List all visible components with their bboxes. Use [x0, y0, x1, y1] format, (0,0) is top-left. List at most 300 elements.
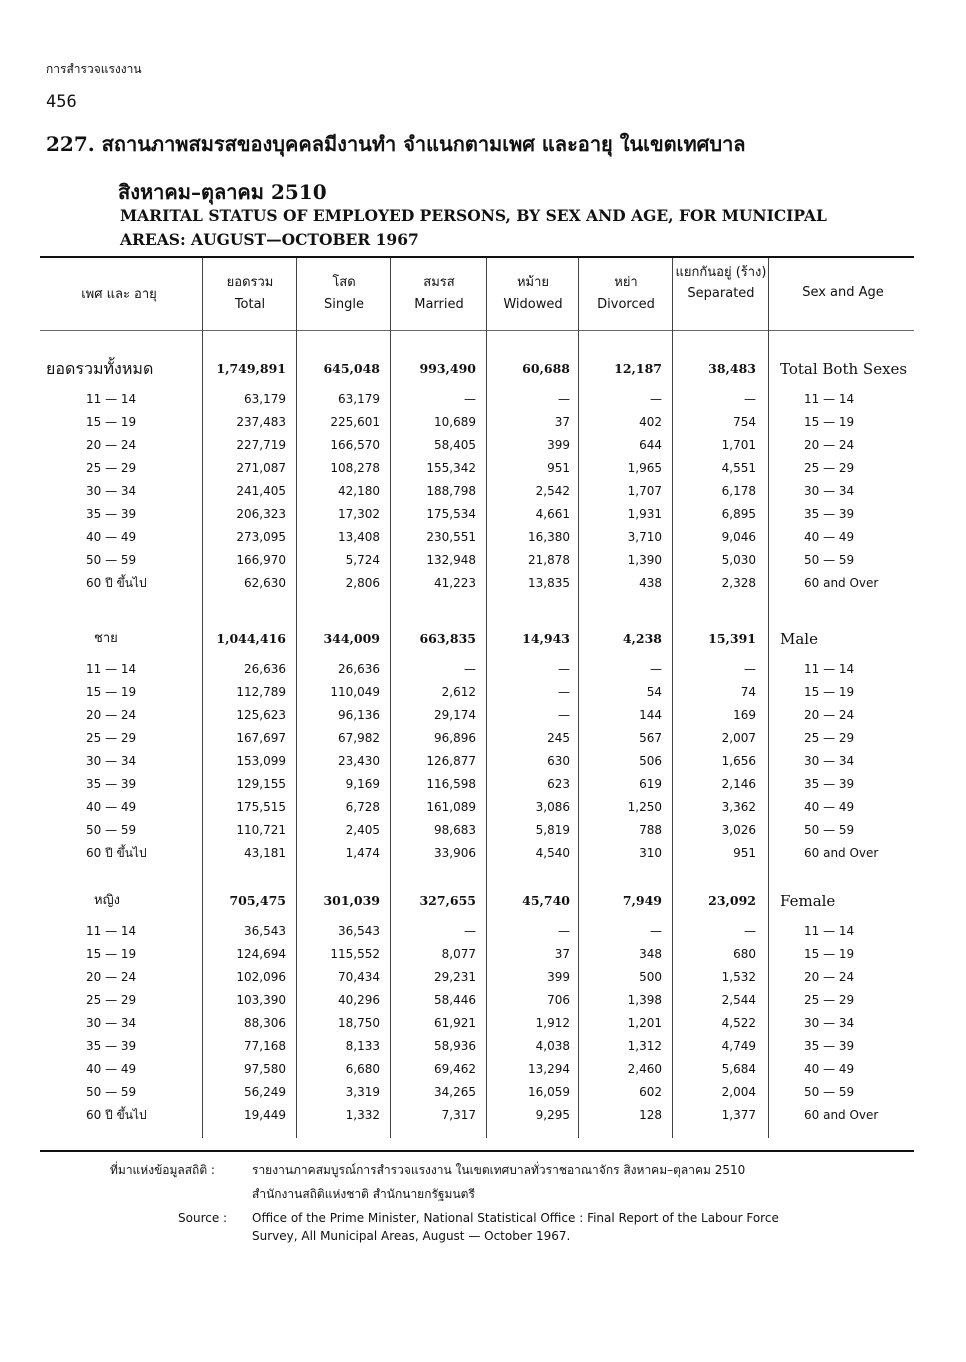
cell-value: 1,707	[627, 484, 662, 498]
table-row	[0, 920, 966, 942]
cell-value: 124,694	[236, 947, 286, 961]
row-age-thai: 15 — 19	[86, 415, 137, 429]
cell-value: 1,250	[627, 800, 662, 814]
row-age-en: 11 — 14	[804, 392, 855, 406]
cell-value: 2,004	[721, 1085, 756, 1099]
cell-value: 88,306	[244, 1016, 286, 1030]
cell-value: 2,806	[345, 576, 380, 590]
cell-value: 3,026	[721, 823, 756, 837]
cell-value: 96,896	[434, 731, 476, 745]
header-married	[392, 272, 486, 316]
header-widowed-thai: หม้าย	[516, 275, 550, 290]
cell-value: 1,474	[345, 846, 380, 860]
row-age-thai: 25 — 29	[86, 993, 137, 1007]
cell-value: 10,689	[434, 415, 476, 429]
row-label-thai: หญิง	[94, 893, 120, 908]
cell-value: 4,749	[721, 1039, 756, 1053]
row-age-en: 20 — 24	[804, 970, 855, 984]
cell-value: —	[650, 924, 662, 938]
cell-value: 69,462	[434, 1062, 476, 1076]
cell-value: 36,543	[244, 924, 286, 938]
cell-value: 13,294	[528, 1062, 570, 1076]
row-age-thai: 11 — 14	[86, 662, 137, 676]
cell-value: 241,405	[236, 484, 286, 498]
cell-value: 41,223	[434, 576, 476, 590]
cell-value: —	[650, 392, 662, 406]
cell-value: 2,542	[535, 484, 570, 498]
cell-value: 663,835	[419, 631, 476, 646]
cell-value: 1,201	[627, 1016, 662, 1030]
header-thai-age: เพศ และ อายุ	[81, 287, 157, 302]
table-row	[0, 989, 966, 1011]
table-row	[0, 796, 966, 818]
cell-value: 37	[554, 947, 570, 961]
cell-value: 706	[547, 993, 570, 1007]
cell-value: 16,380	[528, 530, 570, 544]
cell-value: 245	[547, 731, 570, 745]
table-row	[0, 842, 966, 864]
table-row	[0, 572, 966, 594]
cell-value: 2,007	[721, 731, 756, 745]
row-age-en: 30 — 34	[804, 484, 855, 498]
cell-value: 4,551	[721, 461, 756, 475]
row-age-thai: 40 — 49	[86, 530, 137, 544]
table-row	[0, 704, 966, 726]
row-age-thai: 40 — 49	[86, 1062, 137, 1076]
header-married-en: Married	[414, 297, 464, 312]
cell-value: 644	[639, 438, 662, 452]
cell-value: 74	[740, 685, 756, 699]
cell-value: 132,948	[426, 553, 476, 567]
header-separated-thai: แยกกันอยู่ (ร้าง)	[675, 265, 767, 280]
cell-value: 13,835	[528, 576, 570, 590]
cell-value: 155,342	[426, 461, 476, 475]
row-age-thai: 20 — 24	[86, 708, 137, 722]
cell-value: 166,970	[236, 553, 286, 567]
cell-value: 70,434	[338, 970, 380, 984]
table-row	[0, 457, 966, 479]
cell-value: 125,623	[236, 708, 286, 722]
cell-value: 77,168	[244, 1039, 286, 1053]
cell-value: 26,636	[244, 662, 286, 676]
header-single	[298, 272, 390, 316]
cell-value: 1,312	[627, 1039, 662, 1053]
cell-value: 18,750	[338, 1016, 380, 1030]
cell-value: 62,630	[244, 576, 286, 590]
row-age-en: 11 — 14	[804, 662, 855, 676]
cell-value: 115,552	[330, 947, 380, 961]
row-age-thai: 30 — 34	[86, 1016, 137, 1030]
section-total-row	[0, 358, 966, 380]
cell-value: 2,405	[345, 823, 380, 837]
cell-value: 14,943	[522, 631, 570, 646]
cell-value: —	[744, 662, 756, 676]
cell-value: 2,544	[721, 993, 756, 1007]
cell-value: 506	[639, 754, 662, 768]
cell-value: 6,178	[721, 484, 756, 498]
source-en-label: Source :	[178, 1211, 228, 1225]
row-age-thai: 20 — 24	[86, 970, 137, 984]
row-age-thai: 30 — 34	[86, 754, 137, 768]
cell-value: 38,483	[708, 361, 756, 376]
cell-value: 951	[547, 461, 570, 475]
row-age-thai: 35 — 39	[86, 507, 137, 521]
cell-value: 29,231	[434, 970, 476, 984]
cell-value: 102,096	[236, 970, 286, 984]
cell-value: 9,046	[721, 530, 756, 544]
table-title-thai-date: สิงหาคม–ตุลาคม 2510	[118, 180, 327, 204]
cell-value: 3,319	[345, 1085, 380, 1099]
cell-value: 15,391	[708, 631, 756, 646]
header-married-thai: สมรส	[423, 275, 455, 290]
cell-value: 144	[639, 708, 662, 722]
table-title-english-line1: MARITAL STATUS OF EMPLOYED PERSONS, BY SEX AND AGE, FOR MUNICIPAL	[120, 206, 827, 225]
cell-value: 6,895	[721, 507, 756, 521]
cell-value: 13,408	[338, 530, 380, 544]
cell-value: 271,087	[236, 461, 286, 475]
header-divorced-thai: หย่า	[614, 275, 638, 290]
row-age-en: 25 — 29	[804, 461, 855, 475]
row-age-thai: 25 — 29	[86, 731, 137, 745]
cell-value: 110,049	[330, 685, 380, 699]
cell-value: —	[464, 392, 476, 406]
row-age-en: 25 — 29	[804, 993, 855, 1007]
cell-value: 4,522	[721, 1016, 756, 1030]
cell-value: 630	[547, 754, 570, 768]
cell-value: 227,719	[236, 438, 286, 452]
cell-value: 37	[554, 415, 570, 429]
cell-value: 1,377	[721, 1108, 756, 1122]
cell-value: 161,089	[426, 800, 476, 814]
cell-value: 29,174	[434, 708, 476, 722]
cell-value: 1,332	[345, 1108, 380, 1122]
row-label-en: Female	[780, 892, 836, 910]
table-row	[0, 503, 966, 525]
cell-value: 54	[646, 685, 662, 699]
cell-value: 1,656	[721, 754, 756, 768]
row-age-thai: 60 ปี ขึ้นไป	[86, 846, 147, 860]
row-age-en: 20 — 24	[804, 708, 855, 722]
cell-value: 705,475	[229, 893, 286, 908]
cell-value: 58,446	[434, 993, 476, 1007]
cell-value: 206,323	[236, 507, 286, 521]
row-age-en: 35 — 39	[804, 1039, 855, 1053]
cell-value: 167,697	[236, 731, 286, 745]
table-row	[0, 1081, 966, 1103]
cell-value: 567	[639, 731, 662, 745]
cell-value: 110,721	[236, 823, 286, 837]
cell-value: 12,187	[614, 361, 662, 376]
row-age-en: 40 — 49	[804, 1062, 855, 1076]
table-bottom-rule	[40, 1150, 914, 1152]
cell-value: 126,877	[426, 754, 476, 768]
cell-value: 40,296	[338, 993, 380, 1007]
cell-value: 17,302	[338, 507, 380, 521]
header-single-en: Single	[324, 297, 364, 312]
cell-value: 116,598	[426, 777, 476, 791]
row-age-thai: 35 — 39	[86, 777, 137, 791]
cell-value: 166,570	[330, 438, 380, 452]
row-age-en: 50 — 59	[804, 823, 855, 837]
cell-value: 619	[639, 777, 662, 791]
table-row	[0, 411, 966, 433]
row-age-thai: 50 — 59	[86, 823, 137, 837]
table-row	[0, 773, 966, 795]
cell-value: —	[558, 924, 570, 938]
row-age-en: 40 — 49	[804, 800, 855, 814]
row-age-en: 50 — 59	[804, 553, 855, 567]
cell-value: —	[558, 685, 570, 699]
header-total	[204, 272, 296, 316]
cell-value: 103,390	[236, 993, 286, 1007]
cell-value: 129,155	[236, 777, 286, 791]
row-age-en: 15 — 19	[804, 685, 855, 699]
cell-value: 97,580	[244, 1062, 286, 1076]
cell-value: 63,179	[338, 392, 380, 406]
table-row	[0, 1104, 966, 1126]
row-age-en: 11 — 14	[804, 924, 855, 938]
cell-value: 108,278	[330, 461, 380, 475]
source-en-line1: Office of the Prime Minister, National Statistical Office : Final Report of the Labour Force	[252, 1211, 779, 1225]
cell-value: 4,238	[622, 631, 662, 646]
cell-value: —	[464, 662, 476, 676]
table-row	[0, 549, 966, 571]
table-top-rule	[40, 256, 914, 258]
cell-value: 4,661	[535, 507, 570, 521]
cell-value: 45,740	[522, 893, 570, 908]
cell-value: 623	[547, 777, 570, 791]
cell-value: 1,912	[535, 1016, 570, 1030]
table-title-english-line2: AREAS: AUGUST—OCTOBER 1967	[120, 230, 419, 249]
row-age-thai: 20 — 24	[86, 438, 137, 452]
row-age-thai: 50 — 59	[86, 553, 137, 567]
row-age-thai: 60 ปี ขึ้นไป	[86, 576, 147, 590]
table-row	[0, 388, 966, 410]
cell-value: 754	[733, 415, 756, 429]
cell-value: —	[558, 662, 570, 676]
cell-value: 36,543	[338, 924, 380, 938]
header-divorced-en: Divorced	[597, 297, 655, 312]
cell-value: 993,490	[419, 361, 476, 376]
row-age-en: 60 and Over	[804, 846, 879, 860]
cell-value: 112,789	[236, 685, 286, 699]
cell-value: 2,328	[721, 576, 756, 590]
cell-value: 58,936	[434, 1039, 476, 1053]
cell-value: 788	[639, 823, 662, 837]
cell-value: —	[744, 924, 756, 938]
cell-value: 6,728	[345, 800, 380, 814]
cell-value: 1,532	[721, 970, 756, 984]
cell-value: 5,030	[721, 553, 756, 567]
header-single-thai: โสด	[332, 275, 356, 290]
header-total-en: Total	[234, 297, 266, 312]
table-row	[0, 681, 966, 703]
cell-value: 230,551	[426, 530, 476, 544]
cell-value: 58,405	[434, 438, 476, 452]
row-age-en: 40 — 49	[804, 530, 855, 544]
cell-value: 42,180	[338, 484, 380, 498]
cell-value: 26,636	[338, 662, 380, 676]
cell-value: 63,179	[244, 392, 286, 406]
cell-value: 169	[733, 708, 756, 722]
cell-value: 175,534	[426, 507, 476, 521]
cell-value: 60,688	[522, 361, 570, 376]
cell-value: 5,724	[345, 553, 380, 567]
row-age-en: 20 — 24	[804, 438, 855, 452]
cell-value: 7,949	[622, 893, 662, 908]
row-age-thai: 60 ปี ขึ้นไป	[86, 1108, 147, 1122]
row-age-en: 60 and Over	[804, 576, 879, 590]
cell-value: 225,601	[330, 415, 380, 429]
table-row	[0, 1012, 966, 1034]
cell-value: 2,460	[627, 1062, 662, 1076]
row-age-en: 25 — 29	[804, 731, 855, 745]
cell-value: 1,965	[627, 461, 662, 475]
cell-value: 602	[639, 1085, 662, 1099]
cell-value: 680	[733, 947, 756, 961]
cell-value: —	[464, 924, 476, 938]
header-total-thai: ยอดรวม	[226, 275, 274, 290]
cell-value: 34,265	[434, 1085, 476, 1099]
cell-value: 273,095	[236, 530, 286, 544]
cell-value: 301,039	[323, 893, 380, 908]
row-age-thai: 40 — 49	[86, 800, 137, 814]
row-label-thai: ชาย	[94, 631, 118, 646]
table-title-english	[120, 204, 827, 252]
source-thai-line2: สำนักงานสถิติแห่งชาติ สำนักนายกรัฐมนตรี	[252, 1187, 475, 1201]
cell-value: —	[744, 392, 756, 406]
row-age-thai: 15 — 19	[86, 947, 137, 961]
header-rule	[40, 330, 914, 331]
table-row	[0, 434, 966, 456]
row-age-en: 50 — 59	[804, 1085, 855, 1099]
cell-value: 348	[639, 947, 662, 961]
cell-value: 2,146	[721, 777, 756, 791]
cell-value: 4,540	[535, 846, 570, 860]
row-age-thai: 30 — 34	[86, 484, 137, 498]
table-row	[0, 750, 966, 772]
cell-value: 61,921	[434, 1016, 476, 1030]
cell-value: 33,906	[434, 846, 476, 860]
page-number: 456	[46, 92, 77, 112]
header-widowed	[488, 272, 578, 316]
cell-value: —	[558, 708, 570, 722]
cell-value: 2,612	[441, 685, 476, 699]
cell-value: 98,683	[434, 823, 476, 837]
row-label-en: Male	[780, 630, 818, 648]
cell-value: 1,044,416	[216, 631, 286, 646]
row-age-thai: 25 — 29	[86, 461, 137, 475]
cell-value: 188,798	[426, 484, 476, 498]
table-row	[0, 526, 966, 548]
cell-value: 6,680	[345, 1062, 380, 1076]
cell-value: —	[558, 392, 570, 406]
cell-value: 19,449	[244, 1108, 286, 1122]
cell-value: 9,169	[345, 777, 380, 791]
row-age-en: 30 — 34	[804, 754, 855, 768]
source-thai-line1: รายงานภาคสมบูรณ์การสำรวจแรงงาน ในเขตเทศบาลทั่วราชอาณาจักร สิงหาคม–ตุลาคม 2510	[252, 1163, 746, 1177]
cell-value: 23,092	[708, 893, 756, 908]
cell-value: 951	[733, 846, 756, 860]
row-age-thai: 35 — 39	[86, 1039, 137, 1053]
cell-value: 4,038	[535, 1039, 570, 1053]
table-row	[0, 943, 966, 965]
cell-value: 438	[639, 576, 662, 590]
cell-value: 96,136	[338, 708, 380, 722]
cell-value: 399	[547, 970, 570, 984]
cell-value: 3,362	[721, 800, 756, 814]
cell-value: 67,982	[338, 731, 380, 745]
cell-value: 128	[639, 1108, 662, 1122]
header-widowed-en: Widowed	[503, 297, 563, 312]
cell-value: 399	[547, 438, 570, 452]
cell-value: 7,317	[441, 1108, 476, 1122]
row-age-en: 35 — 39	[804, 507, 855, 521]
table-title-thai: 227. สถานภาพสมรสของบุคคลมีงานทำ จำแนกตามเพศ และอายุ ในเขตเทศบาล	[46, 132, 746, 156]
running-head: การสำรวจแรงงาน	[46, 62, 142, 76]
row-age-thai: 11 — 14	[86, 392, 137, 406]
cell-value: 43,181	[244, 846, 286, 860]
cell-value: 402	[639, 415, 662, 429]
cell-value: 16,059	[528, 1085, 570, 1099]
row-label-thai: ยอดรวมทั้งหมด	[46, 359, 154, 378]
row-age-thai: 15 — 19	[86, 685, 137, 699]
table-row	[0, 819, 966, 841]
cell-value: 310	[639, 846, 662, 860]
cell-value: 1,390	[627, 553, 662, 567]
table-row	[0, 480, 966, 502]
row-age-en: 35 — 39	[804, 777, 855, 791]
cell-value: 5,684	[721, 1062, 756, 1076]
table-row	[0, 966, 966, 988]
cell-value: 5,819	[535, 823, 570, 837]
cell-value: 1,701	[721, 438, 756, 452]
table-row	[0, 1058, 966, 1080]
source-en-line2: Survey, All Municipal Areas, August — October 1967.	[252, 1229, 571, 1243]
row-age-thai: 11 — 14	[86, 924, 137, 938]
cell-value: 344,009	[323, 631, 380, 646]
cell-value: 9,295	[535, 1108, 570, 1122]
cell-value: 237,483	[236, 415, 286, 429]
table-row	[0, 658, 966, 680]
cell-value: —	[650, 662, 662, 676]
cell-value: 1,749,891	[216, 361, 286, 376]
header-separated-en: Separated	[687, 286, 755, 301]
row-age-en: 15 — 19	[804, 415, 855, 429]
row-age-en: 15 — 19	[804, 947, 855, 961]
cell-value: 3,710	[627, 530, 662, 544]
section-total-row	[0, 890, 966, 912]
cell-value: 175,515	[236, 800, 286, 814]
cell-value: 56,249	[244, 1085, 286, 1099]
cell-value: 21,878	[528, 553, 570, 567]
cell-value: 1,931	[627, 507, 662, 521]
source-thai-label: ที่มาแห่งข้อมูลสถิติ :	[110, 1163, 215, 1177]
table-row	[0, 727, 966, 749]
cell-value: 23,430	[338, 754, 380, 768]
cell-value: 500	[639, 970, 662, 984]
section-total-row	[0, 628, 966, 650]
cell-value: 327,655	[419, 893, 476, 908]
row-age-en: 60 and Over	[804, 1108, 879, 1122]
cell-value: 8,133	[345, 1039, 380, 1053]
cell-value: 645,048	[323, 361, 380, 376]
cell-value: 8,077	[441, 947, 476, 961]
row-label-en: Total Both Sexes	[780, 360, 908, 378]
header-separated	[674, 262, 768, 304]
cell-value: 3,086	[535, 800, 570, 814]
row-age-en: 30 — 34	[804, 1016, 855, 1030]
